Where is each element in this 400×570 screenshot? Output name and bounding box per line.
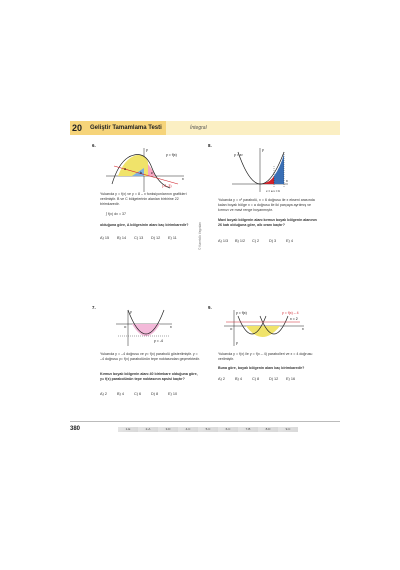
option-d[interactable]: D) 8: [151, 392, 159, 396]
test-title: Geliştir Tamamlama Testi: [90, 125, 162, 131]
test-number: 20: [72, 123, 83, 133]
y-label: y: [130, 310, 132, 314]
option-c[interactable]: C) 6: [134, 392, 142, 396]
question-9-number: 9.: [208, 305, 212, 310]
option-d[interactable]: D) 3: [269, 239, 277, 243]
question-6-text: Yukarıda y = f(x) ve y = 8 – x fonksiyonlarının grafikleri verilmiştir. B ve C bölgelerinin alanları birbirine 22 birimkaredir.: [100, 192, 187, 206]
question-9-graph: [222, 308, 306, 348]
option-e[interactable]: E) 10: [168, 392, 178, 396]
option-c[interactable]: C) 8: [252, 377, 260, 381]
option-b[interactable]: B) 4: [117, 392, 124, 396]
question-9-text: Yukarıda y = f(x) ile y = f(x – 4) parabolleri ve x = 4 doğrusu verilmiştir.: [218, 352, 313, 361]
question-8-options: [218, 239, 303, 243]
fx-label: y = f(x): [166, 153, 177, 157]
question-7-graph: [114, 308, 174, 348]
region-yellow: [246, 326, 280, 337]
region-red: [260, 176, 274, 184]
question-8-number: 8.: [208, 143, 212, 148]
curve-label: y = x²: [234, 153, 243, 157]
option-a[interactable]: A) 1/3: [218, 239, 229, 243]
question-8-graph: [230, 146, 290, 194]
answer-key-6: 6-C: [218, 427, 238, 432]
answer-key-1: 1-E: [118, 427, 138, 432]
x-label: x: [286, 179, 288, 183]
option-d[interactable]: D) 12: [269, 377, 279, 381]
point-label: (-3,-3): [162, 184, 172, 188]
question-7-options: [100, 392, 185, 396]
question-7-question: Kırmızı boyalı bölgenin alanı 40 birimkare olduğuna göre, y= f(x) parabolünün tepe noktasının apsisi kaçtır?: [100, 372, 198, 381]
option-a[interactable]: A) 2: [218, 377, 225, 381]
option-c[interactable]: C) 13: [134, 236, 144, 240]
line-label: x = 2: [290, 317, 298, 321]
page-number: 380: [70, 426, 81, 432]
publisher-watermark: © Karekök Yayınları: [198, 221, 202, 250]
label-c: c: [151, 171, 153, 175]
option-c[interactable]: C) 2: [252, 239, 260, 243]
option-e[interactable]: E) 11: [168, 236, 177, 240]
answer-key-2: 2-A: [138, 427, 158, 432]
question-6-integral: ∫ f(x) dx = 37: [106, 212, 127, 216]
label-b: b: [140, 171, 142, 175]
option-e[interactable]: E) 4: [286, 239, 293, 243]
x-label: x: [302, 327, 304, 331]
answer-key: [118, 427, 298, 432]
label-a: a: [124, 167, 126, 171]
answer-key-5: 5-C: [198, 427, 218, 432]
question-6-options: [100, 236, 185, 240]
region-blue: [274, 154, 284, 184]
question-7-number: 7.: [92, 305, 96, 310]
question-6-question: olduğuna göre, A bölgesinin alanı kaç birimkaredir?: [100, 223, 189, 227]
origin-label: O: [124, 325, 127, 329]
test-subtitle: İntegral: [190, 125, 207, 131]
question-6-graph: [104, 146, 188, 194]
answer-key-9: 9-C: [278, 427, 298, 432]
gx-label: y = f(x) – 4: [282, 311, 299, 315]
y-label: y: [262, 148, 264, 152]
option-b[interactable]: B) 14: [117, 236, 127, 240]
origin-label: O: [230, 327, 233, 331]
question-8-text: Yukarıda y = x² parabolü, x = 6 doğrusu ile x ekseni arasında kalan boyalı bölge x = a doğrusu ile iki parçaya ayrılmış ve kırmızı ve mavi renge boyanmıştır.: [218, 198, 315, 212]
answer-key-8: 8-D: [258, 427, 278, 432]
line-label: y = -4: [154, 339, 163, 343]
option-a[interactable]: A) 15: [100, 236, 110, 240]
question-8-question: Mavi boyalı bölgenin alanı kırmızı boyalı bölgenin alanının 26 katı olduğuna göre, a/b oranı kaçtır?: [218, 218, 317, 227]
question-9-question: Buna göre, boyalı bölgenin alanı kaç birimkaredir?: [218, 366, 305, 370]
option-b[interactable]: B) 1/2: [235, 239, 246, 243]
fx-label: y = f(x): [236, 311, 247, 315]
option-b[interactable]: B) 4: [235, 377, 242, 381]
x-label: x: [182, 177, 184, 181]
y-label: y: [146, 148, 148, 152]
answer-key-7: 7-B: [238, 427, 258, 432]
answer-key-3: 3-D: [158, 427, 178, 432]
y-label: y: [236, 341, 238, 345]
axis-label: x = a x = b: [266, 189, 281, 193]
question-7-text: Yukarıda y = –4 doğrusu ve y= f(x) parabolü gösterilmiştir. y = –4 doğrusu y= f(x) parabolünün tepe noktasından geçmektedir.: [100, 352, 200, 361]
option-d[interactable]: D) 12: [151, 236, 161, 240]
footer-rule: [70, 421, 340, 422]
answer-key-4: 4-C: [178, 427, 198, 432]
x-label: x: [170, 325, 172, 329]
option-a[interactable]: A) 2: [100, 392, 107, 396]
question-6-number: 6.: [92, 143, 96, 148]
question-9-options: [218, 377, 303, 381]
header-band: [70, 121, 340, 135]
option-e[interactable]: E) 16: [286, 377, 296, 381]
